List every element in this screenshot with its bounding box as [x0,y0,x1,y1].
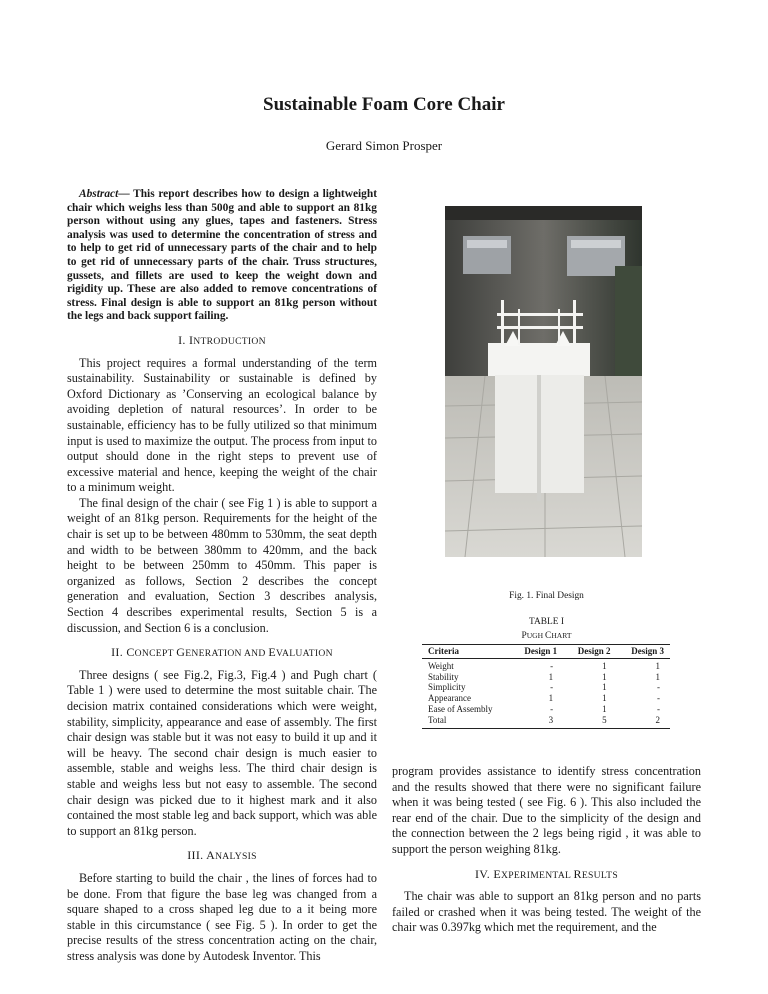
table-cell: - [657,682,660,693]
table-row [422,672,670,683]
table-row [422,704,670,715]
table-header-cell: Design 1 [510,645,563,659]
table-cell: 1 [602,671,607,682]
section-heading-concept: II. CONCEPT GENERATION AND EVALUATION [111,645,333,660]
table-cell: 5 [563,715,616,728]
table-row [422,693,670,704]
abstract [67,188,377,324]
figure-caption: Fig. 1. Final Design [509,591,584,601]
table-cell: Appearance [428,693,471,704]
table-cell: - [657,703,660,714]
table-label: TABLE I [529,617,564,627]
abstract-text: — This report describes how to design a lightweight chair which weighs less than 500g and able to support an 81kg person without using any glues, tapes and fasteners. Stress analysis was used to determine the concentration of stress and to help to get rid of unnecessary parts of the chair and to help to get rid of unnecessary parts of the chair. Truss structures, gussets, and fillets are used to keep the weight down and rigidity up. These are also added to remove concentrations of stress. Final design is able to support an 81kg person without the legs and back support failing. [67,188,377,323]
table-cell: - [550,703,554,714]
table-cell: Simplicity [428,682,466,693]
table-name: PUGH CHART [521,631,572,641]
table-cell: 1 [602,693,607,704]
table-header-cell: Criteria [422,645,510,659]
paragraph-intro-1: This project requires a formal understanding of the term sustainability. Sustainability or sustainable is defined by Oxford Dictionary as ’Conserving an ecological balance by avoiding depletion of natural resources’. In order to be sustainable, efficiency has to be fully utilized so that minimum input is used to maximize the output. The process from input to output should done in the right steps to prevent use of excessive material and hence, keeping the weight of the chair to a minimum weight. [67,355,377,495]
section-heading-results: IV. EXPERIMENTAL RESULTS [475,866,618,881]
table-cell: - [550,660,554,671]
paragraph-analysis-1: Before starting to build the chair , the lines of forces had to be done. From that figure the base leg was changed from a square shaped to a cross shaped leg due to a it being more stable in this circumstance ( see Fig. 5 ). In order to get the precise results of the stress concentration acting on the chair, stress analysis was done by Autodesk Inventor. This [67,870,377,963]
table-cell: - [550,682,554,693]
table-row [422,682,670,693]
paragraph-results-1: The chair was able to support an 81kg person and no parts failed or crashed when it was being tested. The weight of the chair was 0.397kg which met the requirement, and the [392,889,701,935]
table-cell: 1 [602,682,607,693]
table-cell: 1 [602,660,607,671]
table-cell: 1 [655,660,660,671]
abstract-label: Abstract [79,188,119,200]
chair-photo-illustration [445,206,642,557]
table-cell: Ease of Assembly [428,703,493,714]
table-cell: 3 [510,715,563,728]
left-column [67,188,377,965]
table-cell: 2 [617,715,670,728]
pugh-chart-table [422,644,670,729]
table-cell: 1 [548,693,554,704]
table-title [392,615,701,643]
table-cell: Stability [428,671,459,682]
table-cell: 1 [602,703,607,714]
table-header-cell: Design 2 [563,645,616,659]
section-heading-analysis: III. ANALYSIS [187,848,257,863]
paragraph-intro-2: The final design of the chair ( see Fig 1 ) is able to support a weight of an 81kg person. Requirements for the height of the chair is set up to be between 480mm to 530mm, the seat depth and width to be between 380mm to 420mm, and the back height to be between 250mm to 450mm. This paper is organized as follows, Section 2 describes the concept generation and evaluation, Section 3 describes analysis, Section 4 describes experimental results, Section 5 is a discussion, and Section 6 is a conclusion. [67,495,377,635]
paragraph-analysis-continued: program provides assistance to identify stress concentration and the results showed that there were no significant failure when it was being tested ( see Fig. 6 ). This also included the rear end of the chair. Due to the simplicity of the design and the connection between the 2 legs being rigid , it was able to support the person weighing 81kg. [392,764,701,856]
author-name: Gerard Simon Prosper [325,138,443,153]
paragraph-concept-1: Three designs ( see Fig.2, Fig.3, Fig.4 ) and Pugh chart ( Table 1 ) were used to determine the most suitable chair. The decision matrix contained considerations which were weight, stability, simplicity, appearance and ease of assembly. The first chair design was stable but it was not easy to build it up and it will be heavy. The second chair design is much easier to assemble, stable and weighs less. The third chair design is stable and weighs less but not easy to assemble. The second chair design was picked due to it highest mark and it also contained the most stable leg and back support, which was able to support an 81kg person. [67,667,377,838]
table-cell: - [657,693,660,704]
table-row [422,658,670,671]
paper-title: Sustainable Foam Core Chair [263,94,505,115]
table-header-cell: Design 3 [617,645,670,659]
right-column [392,764,701,936]
table-cell: Total [422,715,510,728]
section-heading-introduction: I. INTRODUCTION [178,332,266,347]
table-header-row [422,645,670,659]
table-cell: Weight [428,660,454,671]
table-row [422,715,670,728]
table-cell: 1 [655,671,660,682]
table-cell: 1 [548,671,554,682]
final-design-photo [445,206,642,557]
